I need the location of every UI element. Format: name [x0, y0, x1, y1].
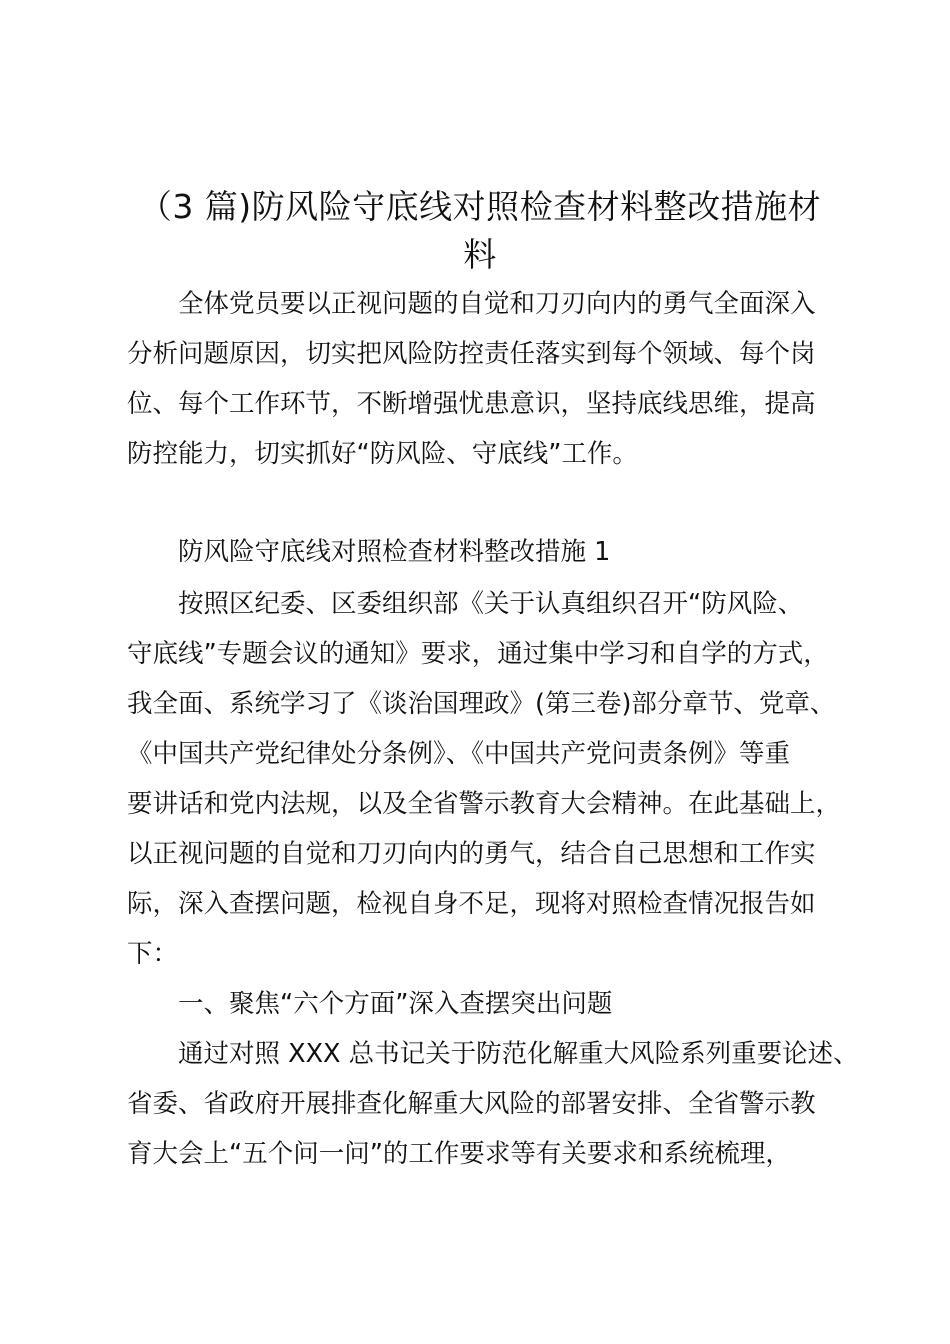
body-line-1: 按照区纪委、区委组织部《关于认真组织召开“防风险、 — [178, 589, 804, 619]
intro-line-4: 防控能力，切实抓好“防风险、守底线”工作。 — [127, 439, 638, 469]
body-line-4: 《中国共产党纪律处分条例》、《中国共产党问责条例》等重 — [127, 739, 791, 769]
section-title: 防风险守底线对照检查材料整改措施 1 — [178, 537, 611, 567]
body-line-8: 下： — [127, 939, 179, 969]
intro-line-2: 分析问题原因，切实把风险防控责任落实到每个领域、每个岗 — [127, 339, 816, 369]
body-line-6: 以正视问题的自觉和刀刃向内的勇气，结合自己思想和工作实 — [127, 839, 816, 869]
body-line-7: 际，深入查摆问题，检视自身不足，现将对照检查情况报告如 — [127, 889, 816, 919]
intro-line-3: 位、每个工作环节，不断增强忧患意识，坚持底线思维，提高 — [127, 389, 816, 419]
body2-line-1: 通过对照 XXX 总书记关于防范化解重大风险系列重要论述、 — [178, 1039, 859, 1069]
body2-line-2: 省委、省政府开展排查化解重大风险的部署安排、全省警示教 — [127, 1089, 816, 1119]
heading-1: 一、聚焦“六个方面”深入查摆突出问题 — [178, 989, 613, 1019]
document-title-line-2: 料 — [463, 235, 497, 274]
body2-line-3: 育大会上“五个问一问”的工作要求等有关要求和系统梳理， — [127, 1139, 791, 1169]
body-line-5: 要讲话和党内法规，以及全省警示教育大会精神。在此基础上， — [127, 789, 842, 819]
body-line-3: 我全面、系统学习了《谈治国理政》(第三卷)部分章节、党章、 — [127, 689, 836, 719]
intro-line-1: 全体党员要以正视问题的自觉和刀刃向内的勇气全面深入 — [178, 289, 816, 319]
document-title-line-1: （3 篇)防风险守底线对照检查材料整改措施材 — [138, 187, 822, 226]
body-line-2: 守底线”专题会议的通知》要求，通过集中学习和自学的方式， — [127, 639, 829, 669]
